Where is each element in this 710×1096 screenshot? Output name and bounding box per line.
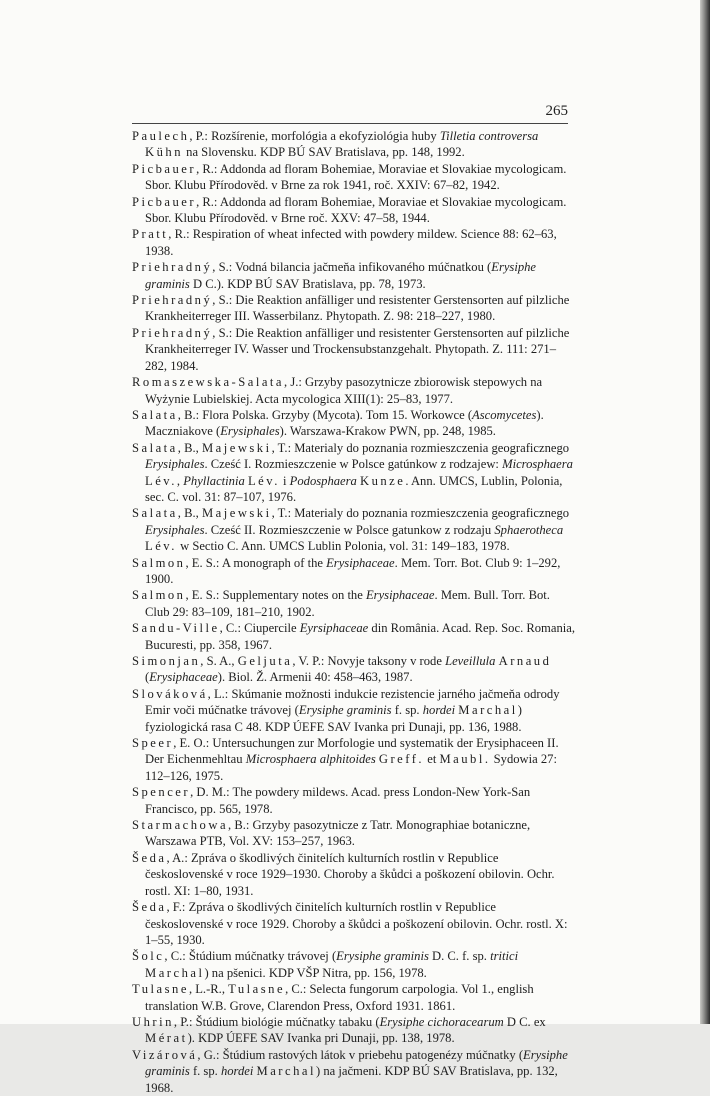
reference-italic-term: Leveillula: [445, 654, 496, 668]
reference-text: , C.: Štúdium múčnatky trávovej (: [164, 949, 337, 964]
reference-author: Paulech: [132, 129, 190, 143]
reference-author: Lév.: [145, 539, 177, 554]
reference-entry: [132, 620, 577, 653]
reference-author: Maubl.: [439, 752, 491, 767]
reference-text: D. C. f. sp.: [428, 949, 491, 964]
reference-text: , R.: Respiration of wheat infected with powdery mildew. Science 88: 62–63, 1938.: [145, 227, 557, 258]
reference-italic-term: Microsphaera alphitoides: [245, 752, 376, 767]
reference-text: f. sp.: [189, 1064, 221, 1079]
reference-text: ,: [176, 473, 184, 488]
reference-author: Majewski: [201, 440, 272, 455]
reference-entry: [132, 555, 577, 588]
reference-list: [132, 128, 577, 1096]
reference-entry: [132, 735, 577, 784]
reference-author: Marchal: [458, 703, 518, 718]
reference-text: din România. Acad. Rep. Soc. Romania, Bucuresti, pp. 358, 1967.: [145, 621, 575, 652]
reference-author: Priehradný: [132, 293, 213, 308]
reference-author: Pratt: [132, 227, 169, 242]
reference-text: , E. S.: A monograph of the: [185, 555, 327, 570]
reference-italic-term: Erysiphaceae: [365, 588, 435, 603]
reference-italic-term: Eyrsiphaceae: [299, 621, 369, 636]
reference-italic-term: Ascomycetes: [472, 407, 537, 422]
reference-author: Marchal: [145, 965, 205, 980]
reference-text: , B.: Flora Polska. Grzyby (Mycota). Tom 15. Workowce (: [177, 407, 473, 422]
reference-entry: [132, 899, 577, 948]
reference-italic-term: Erysiphe graminis: [145, 1047, 568, 1079]
reference-author: Šolc: [132, 949, 165, 964]
reference-entry: [132, 325, 577, 374]
reference-text: . Cześć II. Rozmieszczenie w Polsce gatunkow z rodzaju: [204, 522, 495, 537]
reference-author: Romaszewska-Salata: [132, 375, 285, 390]
reference-text: ). Biol. Ž. Armenii 40: 458–463, 1987.: [217, 670, 413, 685]
reference-italic-term: Erysiphales: [145, 522, 205, 537]
reference-text: , R.: Addonda ad floram Bohemiae, Moraviae et Slovakiae mycologicam. Sbor. Klubu Přírodověd. v Brne roč. XXV: 47–58, 1944.: [145, 194, 567, 226]
reference-author: Uhrin: [132, 1014, 174, 1029]
reference-text: , R.: Addonda ad floram Bohemiae, Moraviae et Slovakiae mycologicam. Sbor. Klubu Přírodověd. v Brne za rok 1941, roč. XXIV: 67–82, 1942.: [145, 161, 567, 193]
reference-entry: [132, 817, 577, 850]
reference-entry: [132, 440, 577, 506]
reference-author: Slováková: [132, 686, 208, 701]
reference-entry: [132, 161, 577, 194]
reference-text: i: [279, 473, 290, 488]
reference-italic-term: Erysiphe graminis: [336, 949, 429, 964]
reference-text: ). Warszawa-Krakow PWN, pp. 248, 1985.: [279, 424, 496, 439]
reference-author: Starmachowa: [132, 818, 229, 833]
reference-author: Salmon: [132, 588, 186, 603]
reference-entry: [132, 1047, 577, 1096]
reference-text: , S.: Die Reaktion anfälliger und resistenter Gerstensorten auf pilzliche Krankheiterreger III. Wasserbilanz. Phytopath. Z. 98: 218–227, 1980.: [145, 293, 570, 324]
reference-italic-term: Erysiphe graminis: [145, 260, 537, 291]
reference-entry: [132, 948, 577, 981]
reference-author: Majewski: [201, 506, 272, 521]
reference-entry: [132, 374, 577, 407]
reference-entry: [132, 587, 577, 620]
reference-text: , L.-R.,: [188, 982, 229, 997]
reference-text: ) fyziologická rasa C 48. KDP ÚEFE SAV Ivanka pri Dunaji, pp. 136, 1988.: [145, 703, 522, 734]
reference-text: . Ann. UMCS, Lublin, Polonia, sec. C. vol. 31: 87–107, 1976.: [145, 473, 563, 504]
reference-entry: [132, 128, 577, 161]
reference-author: Lév.: [145, 473, 177, 488]
reference-entry: [132, 686, 577, 735]
reference-author: Greff.: [378, 752, 425, 767]
reference-author: Kunze: [359, 473, 406, 488]
reference-entry: [132, 653, 577, 686]
reference-text: f. sp.: [391, 703, 423, 718]
reference-italic-term: Erysiphales: [220, 424, 280, 439]
reference-entry: [132, 259, 577, 292]
reference-italic-term: Podosphaera: [289, 473, 357, 488]
reference-text: , S.: Vodná bilancia jačmeňa infikovaného múčnatkou (: [212, 260, 492, 275]
reference-author: Speer: [132, 736, 174, 751]
reference-text: ). KDP ÚEFE SAV Ivanka pri Dunaji, pp. 138, 1978.: [187, 1031, 455, 1046]
reference-author: Kühn: [145, 145, 183, 160]
reference-entry: [132, 292, 577, 325]
reference-text: , C.: Selecta fungorum carpologia. Vol 1., english translation W.B. Grove, Clarendon Press, Oxford 1931. 1861.: [145, 982, 534, 1013]
reference-italic-term: hordei: [422, 703, 456, 718]
reference-author: Marchal: [256, 1064, 316, 1079]
reference-italic-term: Tilletia controversa: [439, 129, 539, 143]
reference-italic-term: Erysiphe graminis: [298, 703, 392, 718]
reference-author: Vizárová: [132, 1047, 198, 1062]
reference-author: Salata: [132, 506, 178, 521]
reference-text: . Mem. Bull. Torr. Bot. Club 29: 83–109, 181–210, 1902.: [145, 588, 550, 619]
reference-author: Arnaud: [498, 654, 552, 668]
reference-text: , V. P.: Novyje taksony v rode: [292, 654, 446, 668]
reference-text: . Mem. Torr. Bot. Club 9: 1–292, 1900.: [145, 555, 561, 586]
reference-text: . Cześć I. Rozmieszczenie w Polsce gatúnkow z rodzajew:: [204, 457, 503, 472]
reference-italic-term: Erysiphe cichoracearum: [379, 1014, 504, 1029]
reference-author: Tulasne: [228, 982, 286, 997]
reference-entry: [132, 981, 577, 1014]
reference-italic-term: Erysiphales: [145, 457, 205, 472]
reference-text: w Sectio C. Ann. UMCS Lublin Polonia, vol. 31: 149–183, 1978.: [176, 539, 510, 554]
reference-text: ) na pšenici. KDP VŠP Nitra, pp. 156, 1978.: [204, 965, 427, 980]
reference-author: Picbauer: [132, 161, 197, 176]
reference-entry: [132, 226, 577, 259]
reference-text: , B.,: [177, 440, 202, 455]
reference-author: Geljuta: [237, 654, 293, 668]
reference-author: Salmon: [132, 555, 186, 570]
reference-entry: [132, 194, 577, 227]
reference-text: D C. ex: [503, 1014, 546, 1029]
reference-text: , J.: Grzyby pasozytnicze zbiorowisk stepowych na Wyżynie Lubielskiej. Acta mycologica XIII(1): 25–83, 1977.: [145, 375, 543, 406]
reference-italic-term: Erysiphaceae: [149, 670, 218, 685]
reference-text: , P.: Rozšírenie, morfológia a ekofyziológia huby: [189, 129, 440, 143]
reference-text: , T.: Materialy do poznania rozmieszczenia geograficznego: [271, 506, 570, 521]
reference-author: Tulasne: [132, 982, 189, 997]
reference-entry: [132, 505, 577, 554]
reference-text: D C.). KDP BÚ SAV Bratislava, pp. 78, 1973.: [189, 276, 426, 291]
page-number: 265: [545, 103, 568, 119]
reference-text: , C.: Ciupercile: [219, 621, 300, 636]
reference-author: Mérat: [145, 1031, 188, 1046]
reference-author: Simonjan: [132, 654, 201, 668]
reference-author: Šeda: [132, 900, 167, 915]
reference-author: Picbauer: [132, 194, 197, 209]
reference-text: , P.: Štúdium biológie múčnatky tabaku (: [173, 1014, 380, 1029]
reference-text: (: [145, 670, 150, 685]
reference-text: , D. M.: The powdery mildews. Acad. press London-New York-San Francisco, pp. 565, 1978.: [145, 785, 531, 816]
reference-text: , T.: Materialy do poznania rozmieszczenia geograficznego: [271, 440, 570, 455]
reference-text: ) na jačmeni. KDP BÚ SAV Bratislava, pp. 132, 1968.: [145, 1064, 558, 1095]
reference-author: Šeda: [132, 850, 167, 865]
reference-text: , S.: Die Reaktion anfälliger und resistenter Gerstensorten auf pilzliche Krankheiterreger IV. Wasser und Trockensubstanzgehalt. Phytopath. Z. 111: 271–282, 1984.: [145, 325, 570, 373]
reference-italic-term: hordei: [220, 1064, 254, 1079]
reference-text: et: [424, 752, 440, 767]
reference-author: Spencer: [132, 785, 191, 800]
header-rule: [132, 123, 568, 124]
page-edge-shadow: [700, 0, 710, 1024]
reference-author: Salata: [132, 407, 178, 422]
reference-text: , B.: Grzyby pasozytnicze z Tatr. Monographiae botaniczne, Warszawa PTB, Vol. XV: 153–257, 1963.: [145, 818, 531, 849]
reference-italic-term: Phyllactinia: [183, 473, 245, 488]
reference-text: na Slovensku. KDP BÚ SAV Bratislava, pp. 148, 1992.: [183, 145, 465, 160]
reference-text: , A.: Zpráva o škodlivých činitelích kulturních rostlin v Republice československé v roce 1929–1930. Choroby a škůdci a poškození obilovin. Ochr. rostl. XI: 1–80, 1931.: [145, 850, 555, 898]
reference-author: Priehradný: [132, 260, 213, 275]
reference-entry: [132, 407, 577, 440]
reference-text: , S. A.,: [200, 654, 238, 668]
reference-text: ). Maczniakove (: [145, 407, 544, 439]
reference-author: Sandu-Ville: [132, 621, 220, 636]
reference-author: Lév.: [247, 473, 280, 488]
reference-author: Priehradný: [132, 325, 213, 340]
reference-italic-term: Sphaerotheca: [494, 522, 564, 537]
reference-text: , B.,: [177, 506, 202, 521]
reference-entry: [132, 784, 577, 817]
reference-text: , F.: Zpráva o škodlivých činitelích kulturních rostlin v Republice československé v roce 1929. Choroby a škůdci a poškození obilovin. Ochr. rostl. X: 1–55, 1930.: [145, 900, 568, 947]
reference-entry: [132, 850, 577, 899]
reference-text: , E. O.: Untersuchungen zur Morfologie und systematik der Erysiphaceen II. Der Eichenmehltau: [145, 736, 559, 767]
reference-italic-term: Microsphaera: [502, 457, 573, 472]
reference-text: , E. S.: Supplementary notes on the: [185, 588, 366, 603]
reference-text: , G.: Štúdium rastových látok v priebehu patogenézy múčnatky (: [197, 1047, 524, 1062]
reference-text: Sydowia 27: 112–126, 1975.: [145, 752, 557, 783]
reference-entry: [132, 1014, 577, 1047]
reference-italic-term: tritici: [490, 949, 519, 964]
reference-italic-term: Erysiphaceae: [326, 555, 395, 570]
reference-author: Salata: [132, 440, 178, 455]
reference-text: , L.: Skúmanie možnosti indukcie rezistencie jarného jačmeňa odrody Emir voči múčnatke trávovej (: [145, 686, 560, 718]
